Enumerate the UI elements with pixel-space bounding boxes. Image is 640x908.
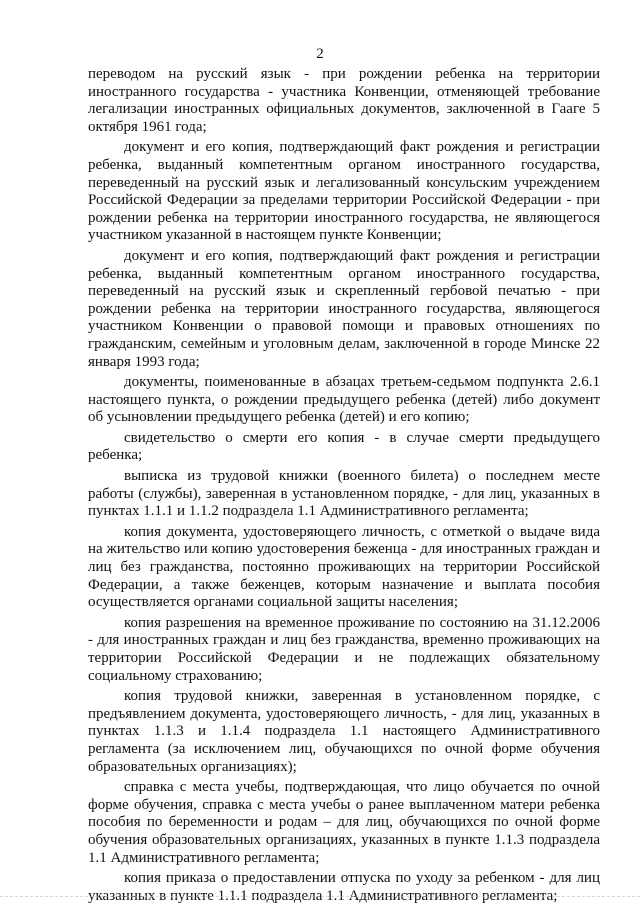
paragraph-minsk-convention: документ и его копия, подтверждающий факт рождения и регистрации ребенка, выданный компетентным органом иностранного государства, переведенный на русский язык и скрепленный гербовой печатью - при рождении ребенка на территории иностранного государства, являющегося участником Конвенции о правовой помощи и правовых отношениях по гражданским, семейным и уголовным делам, заключенной в городе Минске 22 января 1993 года; bbox=[88, 247, 600, 370]
paragraph-temporary-residence: копия разрешения на временное проживание по состоянию на 31.12.2006 - для иностранных граждан и лиц без гражданства, временно проживающих на территории Российской Федерации и не подлежащих обязательному социальному страхованию; bbox=[88, 614, 600, 684]
paragraph-consular-legalization: документ и его копия, подтверждающий факт рождения и регистрации ребенка, выданный компетентным органом иностранного государства, переведенный на русский язык и легализованный консульским учреждением Российской Федерации за пределами территории Российской Федерации - при рождении ребенка на территории иностранного государства, не являющегося участником указанной в настоящем пункте Конвенции; bbox=[88, 139, 600, 244]
paragraph-work-book-copy: копия трудовой книжки, заверенная в установленном порядке, с предъявлением документа, удостоверяющего личность, - для лиц, указанных в пунктах 1.1.3 и 1.1.4 подраздела 1.1 настоящего Административного регламента (за исключением лиц, обучающихся по очной форме обучения образовательных организациях); bbox=[88, 688, 600, 775]
document-body bbox=[88, 66, 600, 908]
paragraph-death-certificate: свидетельство о смерти его копия - в случае смерти предыдущего ребенка; bbox=[88, 429, 600, 464]
paragraph-translation-hague: переводом на русский язык - при рождении ребенка на территории иностранного государства - участника Конвенции, отменяющей требование легализации иностранных официальных документов, заключенной в Гааге 5 октября 1961 года; bbox=[88, 66, 600, 135]
page-number: 2 bbox=[316, 46, 324, 62]
paragraph-work-record-extract: выписка из трудовой книжки (военного билета) о последнем месте работы (службы), заверенная в установленном порядке, - для лиц, указанных в пунктах 1.1.1 и 1.1.2 подраздела 1.1 Административного регламента; bbox=[88, 468, 600, 520]
paragraph-residence-permit-copy: копия документа, удостоверяющего личность, с отметкой о выдаче вида на жительство или копию удостоверения беженца - для иностранных граждан и лиц без гражданства, постоянно проживающих на территории Российской Федерации, а также беженцев, которым назначение и выплата пособия осуществляется органами социальной защиты населения; bbox=[88, 523, 600, 611]
scan-edge-line bbox=[0, 896, 640, 899]
paragraph-previous-child-documents: документы, поименованные в абзацах третьем-седьмом подпункта 2.6.1 настоящего пункта, о рождении предыдущего ребенка (детей) либо документ об усыновлении предыдущего ребенка (детей) и его копию; bbox=[88, 374, 600, 426]
paragraph-study-certificate: справка с места учебы, подтверждающая, что лицо обучается по очной форме обучения, справка с места учебы о ранее выплаченном матери ребенка пособия по беременности и родам – для лиц, обучающихся по очной форме обучения образовательных организациях, указанных в пункте 1.1.3 подраздела 1.1 Административного регламента; bbox=[88, 779, 600, 866]
paragraph-leave-order-copy: копия приказа о предоставлении отпуска по уходу за ребенком - для лиц указанных в пункте 1.1.1 подраздела 1.1 Административного регламента; bbox=[88, 870, 600, 904]
